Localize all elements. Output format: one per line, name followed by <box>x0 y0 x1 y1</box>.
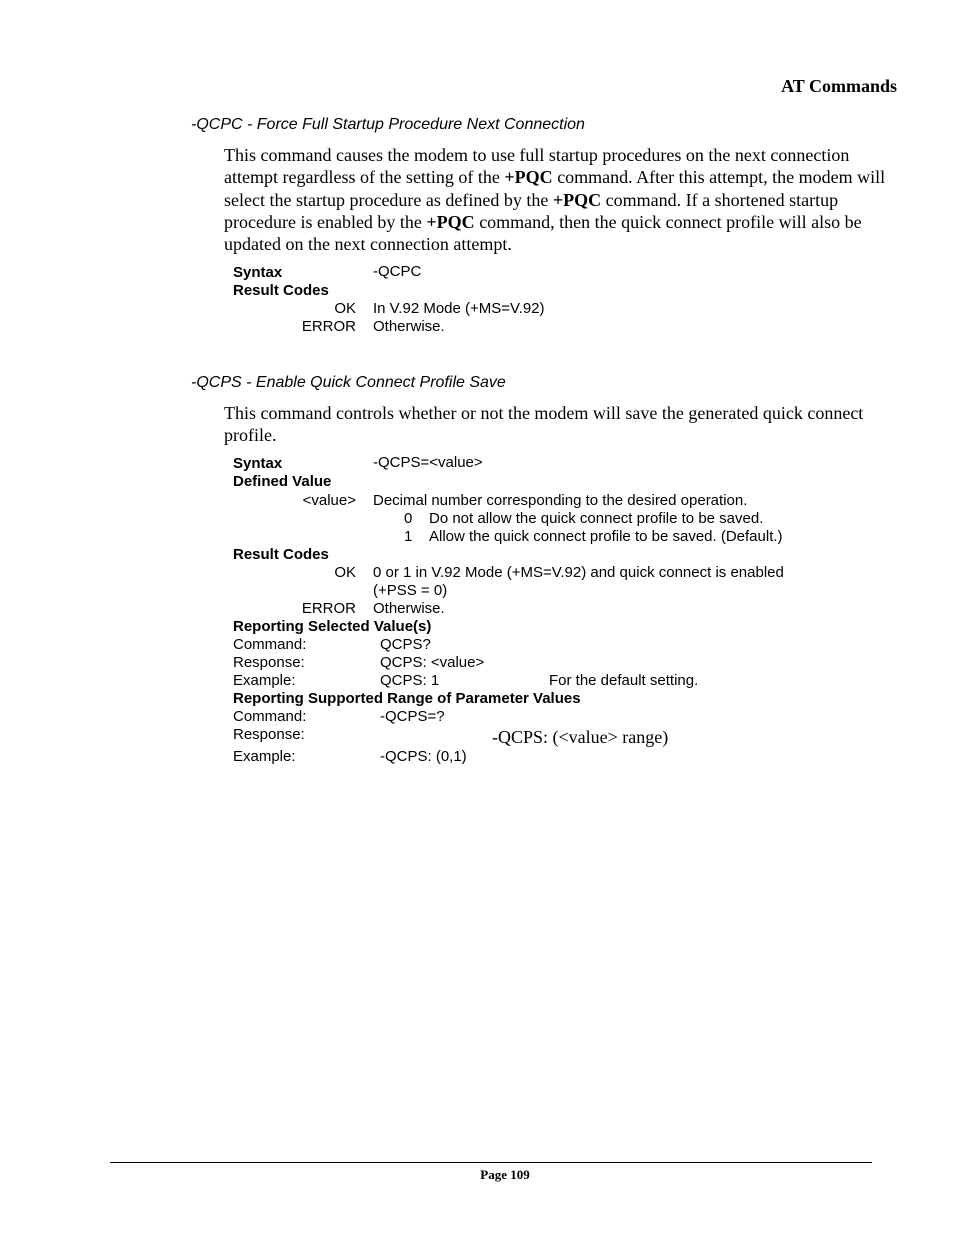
qcps-reporting-range-label: Reporting Supported Range of Parameter Values <box>233 690 581 707</box>
qcps-syntax-value: -QCPS=<value> <box>373 454 483 471</box>
qcps-rr-response-label: Response: <box>233 726 305 743</box>
qcps-rr-example-label: Example: <box>233 748 296 765</box>
qcps-error-code: ERROR <box>301 600 356 617</box>
qcpc-syntax-value: -QCPC <box>373 263 422 280</box>
qcps-reporting-selected-label: Reporting Selected Value(s) <box>233 618 432 635</box>
page-number: Page 109 <box>480 1167 530 1182</box>
qcpc-heading: -QCPC - Force Full Startup Procedure Next Connection <box>191 116 585 133</box>
qcpc-text-4: command, then the quick connect profile will also be updated on the next connection attempt. <box>224 211 862 255</box>
qcps-rr-response-value: -QCPS: (<value> range) <box>492 727 669 747</box>
qcpc-text-1: This command causes the modem to use full startup procedures on the next connection attempt regardless of the setting of the <box>224 145 850 188</box>
footer-divider <box>110 1162 872 1163</box>
qcpc-text-2: command. After this attempt, the modem will select the startup procedure as defined by the <box>224 167 886 210</box>
qcps-value-desc: Decimal number corresponding to the desired operation. <box>373 492 748 509</box>
qcps-option-number: 0 <box>404 510 413 527</box>
qcpc-result-desc: Otherwise. <box>373 318 445 335</box>
qcpc-bold-2: +PQC <box>552 189 602 210</box>
qcps-rs-example-label: Example: <box>233 672 296 689</box>
qcpc-bold-3: +PQC <box>426 211 475 232</box>
qcpc-result-code: OK <box>334 300 356 317</box>
qcps-defined-value-label: Defined Value <box>233 473 332 490</box>
qcps-ok-desc-line1: 0 or 1 in V.92 Mode (+MS=V.92) and quick connect is enabled <box>373 564 784 581</box>
qcpc-result-codes-label: Result Codes <box>233 282 329 299</box>
qcps-rr-command-label: Command: <box>233 708 307 725</box>
qcps-option-desc: Allow the quick connect profile to be saved. (Default.) <box>429 528 783 545</box>
qcpc-result-desc: In V.92 Mode (+MS=V.92) <box>373 300 545 317</box>
qcps-heading: -QCPS - Enable Quick Connect Profile Save <box>191 374 506 391</box>
qcps-rr-example-value: -QCPS: (0,1) <box>380 748 467 765</box>
qcps-rr-command-value: -QCPS=? <box>380 708 445 725</box>
qcps-ok-code: OK <box>334 564 356 581</box>
qcps-rs-response-label: Response: <box>233 654 305 671</box>
qcpc-syntax-label: Syntax <box>233 264 283 281</box>
qcps-rs-example-note: For the default setting. <box>549 672 699 689</box>
qcpc-description <box>224 144 900 255</box>
qcpc-text-3: command. If a shortened startup procedure is enabled by the <box>224 189 839 232</box>
qcps-rs-command-label: Command: <box>233 636 307 653</box>
qcps-rs-response-value: QCPS: <value> <box>380 654 485 671</box>
qcps-syntax-label: Syntax <box>233 455 283 472</box>
qcpc-result-code: ERROR <box>301 318 356 335</box>
qcps-option-number: 1 <box>404 528 413 545</box>
qcpc-bold-1: +PQC <box>504 167 553 188</box>
qcps-option-desc: Do not allow the quick connect profile to be saved. <box>429 510 764 527</box>
qcps-ok-desc-line2: (+PSS = 0) <box>373 582 448 599</box>
qcps-rs-command-value: QCPS? <box>380 636 431 653</box>
qcps-error-desc: Otherwise. <box>373 600 445 617</box>
qcps-description: This command controls whether or not the modem will save the generated quick connect profile. <box>224 403 864 446</box>
qcps-rs-example-value: QCPS: 1 <box>380 672 440 689</box>
page-header-title: AT Commands <box>781 76 897 96</box>
qcps-value-name: <value> <box>302 492 356 509</box>
qcps-result-codes-label: Result Codes <box>233 546 329 563</box>
